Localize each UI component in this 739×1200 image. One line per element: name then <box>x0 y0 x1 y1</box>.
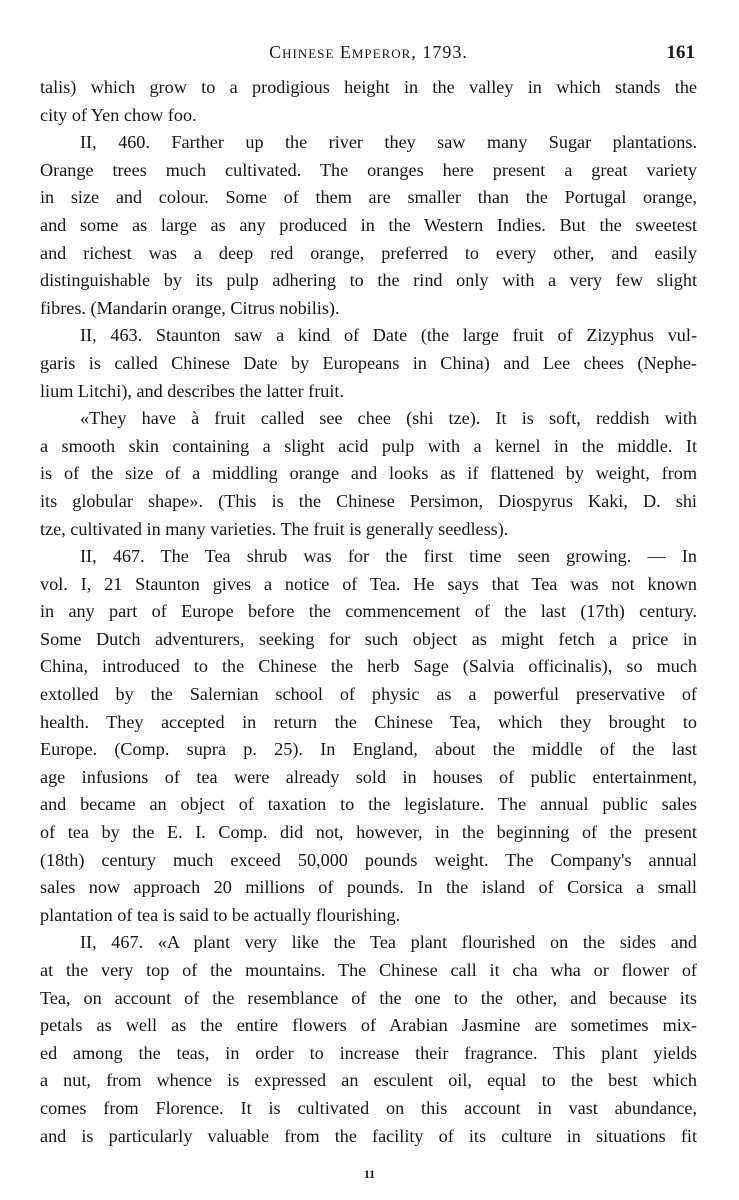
text-line: a smooth skin containing a slight acid pulp with a kernel in the middle. It <box>40 435 697 456</box>
signature-mark: 11 <box>363 1167 376 1181</box>
text-line: China, introduced to the Chinese the herb Sage (Salvia officinalis), so much <box>40 656 697 677</box>
page-number: 161 <box>666 42 695 63</box>
text-line: in any part of Europe before the commencement of the last (17th) century. <box>40 601 697 622</box>
text-line: city of Yen chow foo. <box>40 104 197 125</box>
text-line: II, 460. Farther up the river they saw many Sugar plantations. <box>80 132 697 153</box>
text-line: health. They accepted in return the Chinese Tea, which they brought to <box>40 711 697 732</box>
text-line: II, 467. «A plant very like the Tea plant flourished on the sides and <box>80 932 697 953</box>
running-head <box>40 40 697 74</box>
text-line: petals as well as the entire flowers of Arabian Jasmine are sometimes mix- <box>40 1015 697 1036</box>
text-line: tze, cultivated in many varieties. The fruit is generally seedless). <box>40 518 509 539</box>
text-line: sales now approach 20 millions of pounds. In the island of Corsica a small <box>40 877 697 898</box>
text-line: talis) which grow to a prodigious height in the valley in which stands the <box>40 77 697 97</box>
body-text <box>40 74 697 1150</box>
text-line: fibres. (Mandarin orange, Citrus nobilis). <box>40 297 340 318</box>
text-line: II, 463. Staunton saw a kind of Date (the large fruit of Zizyphus vul- <box>80 325 697 346</box>
running-title: Chinese Emperor, 1793. <box>269 42 468 62</box>
text-line: garis is called Chinese Date by Europeans in China) and Lee chees (Nephe- <box>40 352 697 373</box>
text-line: and some as large as any produced in the Western Indies. But the sweetest <box>40 214 697 235</box>
text-line: comes from Florence. It is cultivated on this account in vast abundance, <box>40 1097 697 1118</box>
text-line: distinguishable by its pulp adhering to the rind only with a very few slight <box>40 270 697 291</box>
text-line: Orange trees much cultivated. The oranges here present a great variety <box>40 159 697 180</box>
text-line: (18th) century much exceed 50,000 pounds weight. The Company's annual <box>40 849 697 870</box>
text-line: its globular shape». (This is the Chinese Persimon, Diospyrus Kaki, D. shi <box>40 490 697 511</box>
text-line: age infusions of tea were already sold in houses of public entertainment, <box>40 766 697 787</box>
text-line: plantation of tea is said to be actually flourishing. <box>40 904 401 925</box>
text-line: of tea by the E. I. Comp. did not, however, in the beginning of the present <box>40 822 697 843</box>
text-line: lium Litchi), and describes the latter fruit. <box>40 380 345 401</box>
text-line: Tea, on account of the resemblance of the one to the other, and because its <box>40 987 697 1008</box>
text-line: Europe. (Comp. supra p. 25). In England, about the middle of the last <box>40 739 697 760</box>
text-line: extolled by the Salernian school of physic as a powerful preservative of <box>40 684 697 705</box>
text-line: and became an object of taxation to the legislature. The annual public sales <box>40 794 697 815</box>
text-line: at the very top of the mountains. The Chinese call it cha wha or flower of <box>40 960 697 980</box>
text-line: II, 467. The Tea shrub was for the first time seen growing. — In <box>80 546 697 567</box>
text-line: in size and colour. Some of them are smaller than the Portugal orange, <box>40 187 697 208</box>
text-line: is of the size of a middling orange and looks as if flattened by weight, from <box>40 463 697 484</box>
text-line: vol. I, 21 Staunton gives a notice of Tea. He says that Tea was not known <box>40 573 697 594</box>
text-line: ed among the teas, in order to increase their fragrance. This plant yields <box>40 1042 697 1063</box>
text-line: Some Dutch adventurers, seeking for such object as might fetch a price in <box>40 628 697 649</box>
text-line: and richest was a deep red orange, preferred to every other, and easily <box>40 242 697 263</box>
text-line: a nut, from whence is expressed an esculent oil, equal to the best which <box>40 1070 697 1091</box>
text-line: «They have à fruit called see chee (shi tze). It is soft, reddish with <box>80 408 697 429</box>
text-line: and is particularly valuable from the facility of its culture in situations fit <box>40 1125 697 1146</box>
